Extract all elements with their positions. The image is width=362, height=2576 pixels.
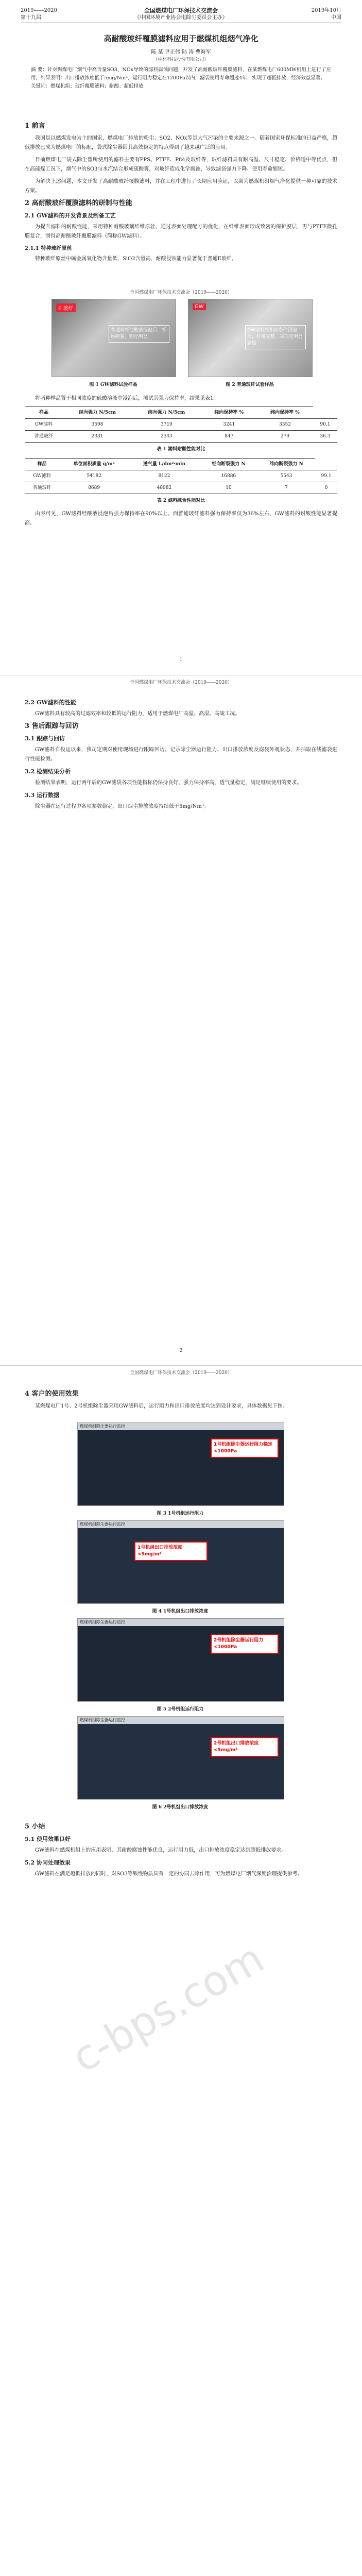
test-para: 将两种样品置于相同浓度的硫酸溶液中浸泡后，测试其强力保持率，结果见表1。 (35, 396, 219, 401)
table-cell: 8689 (59, 482, 129, 494)
fig3-caption: 图 3 1号机组运行阻力 (157, 1511, 204, 1516)
section-3-2-title: 3.2 检测结果分析 (25, 768, 71, 775)
section-5-2-para: GW滤料在满足超低排放的同时，对SO3等酸性物质具有一定的协同去除作用，可为燃煤电厂烟气深度治理提供参考。 (35, 1871, 303, 1877)
table-cell: 90.1 (313, 419, 337, 431)
authors: 陈 某 尹正伟 陆 涛 曹海军 (151, 49, 211, 55)
table-cell: GW滤料 (25, 470, 59, 482)
section-5-2-title: 5.2 协同处理效果 (25, 1859, 71, 1866)
section-3-1-para: GW滤料自投运以来，我司定期对使用现场进行跟踪回访，记录除尘器运行阻力、出口排放浓度及滤袋外观状态，并抽取在线滤袋进行性能检测。 (25, 747, 337, 762)
table-2 (25, 458, 337, 494)
table-cell: 2343 (132, 431, 201, 443)
abstract: 摘 要：针对燃煤电厂烟气中高含量SO3、NOx导致的滤料腐蚀问题，开发了高耐酸玻纤覆膜滤料，在某燃煤电厂600MW机组上进行了应用，结果表明：出口排放浓度低于5mg/Nm³，运行阻力稳定在1200Pa以内，滤袋使用寿命超过4年，实现了超低排放，经济效益显著。 (31, 67, 331, 81)
table-cell: 279 (257, 431, 313, 443)
callout-3: 2号机组除尘器运行阻力<1000Pa (211, 1634, 279, 1654)
page-1 (0, 0, 362, 670)
section-2-1-1-title: 2.1.1 特种玻纤原丝 (25, 246, 72, 251)
table-cell: 10 (200, 482, 257, 494)
affiliation: （中材科技股份有限公司） (153, 57, 209, 62)
running-header-p2: 全国燃煤电厂环保技术交流会（2019——2020） (130, 680, 232, 685)
header-conference: 全国燃煤电厂环保技术交流会 (144, 7, 218, 14)
callout-1: 1号机组除尘器运行阻力稳定<1000Pa (211, 1438, 279, 1458)
section-3-3-para: 除尘器在运行过程中各项参数稳定，出口烟尘排放浓度持续低于5mg/Nm³。 (35, 804, 209, 809)
screenshot-2-titlebar: 燃煤机组除尘器运行监控 (78, 1521, 284, 1528)
screenshot-4 (77, 1716, 284, 1800)
keywords: 关键词：燃煤机组；玻纤覆膜滤料；耐酸；超低排放 (31, 83, 144, 89)
running-header-p3: 全国燃煤电厂环保技术交流会（2019——2020） (130, 1370, 232, 1376)
watermark: c-bps.com (64, 1934, 272, 2082)
page-1-tables (25, 394, 337, 531)
table-cell: 54182 (59, 470, 129, 482)
fig2-caption: 图 2 普通玻纤试验样品 (226, 382, 274, 387)
t2-col-2: 透气量 L/dm²·min (129, 459, 200, 470)
fig4-caption: 图 4 1号机组出口排放浓度 (152, 1609, 209, 1614)
screenshot-1 (77, 1422, 284, 1506)
fig5-caption: 图 5 2号机组运行阻力 (157, 1707, 204, 1712)
header-date: 2019年10月 (311, 8, 341, 13)
header-year: 2019——2020 (21, 8, 57, 13)
page-2-body (25, 696, 337, 815)
section-2-1-1-para: 特种玻纤原丝中碱金属氧化物含量低，SiO2含量高，耐酸侵蚀能力显著优于普通E玻纤。 (35, 256, 237, 262)
section-5-1-para: GW滤料在燃煤机组上的应用表明，其耐酸腐蚀性能优良，运行阻力低，出口排放浓度稳定达到超低排放要求。 (35, 1848, 287, 1853)
table-1 (25, 406, 337, 443)
section-3-title: 3 售后跟踪与回访 (25, 722, 79, 730)
section-2-2-para: GW滤料具有较高的过滤效率和较低的运行阻力，适用于燃煤电厂高温、高湿、高硫工况。 (35, 711, 240, 717)
photo-right-note: GW滤料经相同条件浸泡后，纤维完整，表面无明显腐蚀 (245, 325, 306, 349)
table-1-caption: 表 1 滤料耐酸性能对比 (157, 447, 205, 452)
photo-left-note: 普通玻纤经酸液浸泡后，纤维断裂、粉化明显 (109, 325, 169, 343)
table-row (25, 470, 337, 482)
section-1-para-1: 我国是以燃煤发电为主的国家，燃煤电厂排放的粉尘、SO2、NOx等是大气污染的主要来源之一。随着国家环保标准的日益严格，超低排放已成为燃煤电厂的标配，袋式除尘器因其高效稳定的特点得到了越来越广泛的应用。 (25, 135, 337, 150)
page-number-1: 1 (179, 657, 183, 663)
page-2 (0, 675, 362, 1361)
header-session: 第十九届 (21, 15, 41, 21)
table-cell: 3241 (201, 419, 257, 431)
table-cell: 普通玻纤 (25, 431, 63, 443)
callout-2: 1号机组出口排放浓度<5mg/m³ (134, 1541, 208, 1561)
header-place: 中国 (331, 15, 341, 21)
table-cell: 3598 (63, 419, 132, 431)
screenshot-3-titlebar: 燃煤机组除尘器运行监控 (78, 1619, 284, 1626)
t1-col-1: 经向强力 N/5cm (63, 407, 132, 419)
section-3-1-title: 3.1 跟踪与回访 (25, 735, 65, 742)
t2-col-4: 纬向断裂强力 N (257, 459, 315, 470)
table-row (25, 419, 337, 431)
table-cell: GW滤料 (25, 419, 63, 431)
table-cell: 普通玻纤 (25, 482, 59, 494)
page-3 (0, 1365, 362, 2576)
section-2-1-title: 2.1 GW滤料的开发背景及制备工艺 (25, 212, 116, 219)
section-1-para-3: 为解决上述问题，本文开发了高耐酸玻纤覆膜滤料，并在工程中进行了长期应用验证，以期为燃煤机组烟气净化提供一种可靠的技术方案。 (25, 179, 337, 194)
running-header-p1: 全国燃煤电厂环保技术交流会（2019——2020） (130, 290, 232, 295)
table-cell: 99.1 (315, 470, 337, 482)
table-cell: 8122 (129, 470, 200, 482)
section-3-3-title: 3.3 运行数据 (25, 792, 59, 799)
section-2-title: 2 高耐酸玻纤覆膜滤料的研制与性能 (25, 199, 132, 207)
section-1-title: 1 前言 (25, 122, 45, 130)
table-cell: 36.3 (313, 431, 337, 443)
fig6-caption: 图 6 2号机组出口排放浓度 (152, 1805, 209, 1810)
t2-col-3: 经向断裂强力 N (200, 459, 257, 470)
table-cell: 48982 (129, 482, 200, 494)
fig1-caption: 图 1 GW滤料试验样品 (89, 382, 137, 387)
photo-right-tag: GW (193, 303, 206, 310)
section-4-title: 4 客户的使用效果 (25, 1390, 79, 1398)
screenshot-4-titlebar: 燃煤机组除尘器运行监控 (78, 1717, 284, 1724)
t1-col-3: 经向保持率 % (201, 407, 257, 419)
screenshot-2 (77, 1520, 284, 1604)
table-2-caption: 表 2 滤料综合性能对比 (157, 498, 205, 503)
section-5-title: 5 小结 (25, 1823, 45, 1831)
t2-col-0: 样品 (25, 459, 59, 470)
screenshot-1-titlebar: 燃煤机组除尘器运行监控 (78, 1423, 284, 1430)
table-cell: 16886 (200, 470, 257, 482)
table-cell: 0 (315, 482, 337, 494)
page-1-body (25, 118, 337, 267)
t1-col-0: 样品 (25, 407, 63, 419)
photo-normal-sample (188, 299, 313, 377)
table-cell: 847 (201, 431, 257, 443)
page-3-intro (25, 1386, 337, 1414)
page-3-body (25, 1819, 337, 1882)
table-cell: 7 (257, 482, 315, 494)
table-cell: 2331 (63, 431, 132, 443)
section-2-1-para: 为提升滤料的耐酸性能，采用特种耐酸玻璃纤维原丝，通过表面处理配方的优化，在纤维表面形成致密的保护膜层，再与PTFE微孔膜复合，制得高耐酸玻纤覆膜滤料（简称GW滤料）。 (25, 224, 337, 239)
photo-left-tag: E 玻纤 (56, 303, 76, 312)
section-5-1-title: 5.1 使用效果良好 (25, 1836, 71, 1842)
table-cell: 5543 (257, 470, 315, 482)
section-3-2-para: 检测结果表明，运行两年后的GW滤袋各项性能指标仍保持良好，强力保持率高，透气量稳定，满足继续使用的要求。 (35, 780, 302, 786)
table-row (25, 431, 337, 443)
header-organizer: 《中国环境产业协会电除尘委员会主办》 (134, 15, 228, 21)
screenshot-3 (77, 1618, 284, 1702)
section-2-2-title: 2.2 GW滤料的性能 (25, 699, 76, 706)
paper-title: 高耐酸玻纤覆膜滤料应用于燃煤机组烟气净化 (104, 34, 258, 43)
journal-header (21, 7, 341, 23)
abstract-block (31, 66, 331, 91)
table-cell: 3719 (132, 419, 201, 431)
t1-col-4: 纬向保持率 % (257, 407, 313, 419)
t1-col-2: 纬向强力 N/5cm (132, 407, 201, 419)
table-cell: 3352 (257, 419, 313, 431)
section-2-1-2-para: 由表可见，GW滤料经酸液浸泡后强力保持率在90%以上，而普通玻纤滤料强力保持率仅为36%左右，GW滤料的耐酸性能显著提高。 (25, 511, 337, 526)
page-number-2: 2 (179, 1348, 183, 1353)
table-row (25, 482, 337, 494)
t2-col-1: 单位面积质量 g/m² (59, 459, 129, 470)
photo-gw-sample (51, 299, 176, 377)
callout-4: 2号机组出口排放浓度<5mg/m³ (211, 1737, 279, 1757)
section-1-para-2: 目前燃煤电厂袋式除尘器所使用的滤料主要有PPS、PTFE、P84及玻纤等，玻纤滤料具有耐高温、尺寸稳定、价格适中等优点，但在高硫煤工况下，烟气中的SO3与水汽结合形成硫酸雾，对玻纤造成化学腐蚀，导致滤袋强力下降、使用寿命缩短。 (25, 157, 337, 172)
section-4-para: 某燃煤电厂1号、2号机组除尘器采用GW滤料后，运行阻力和出口排放浓度均达到设计要求，具体数据见下图。 (35, 1403, 288, 1409)
